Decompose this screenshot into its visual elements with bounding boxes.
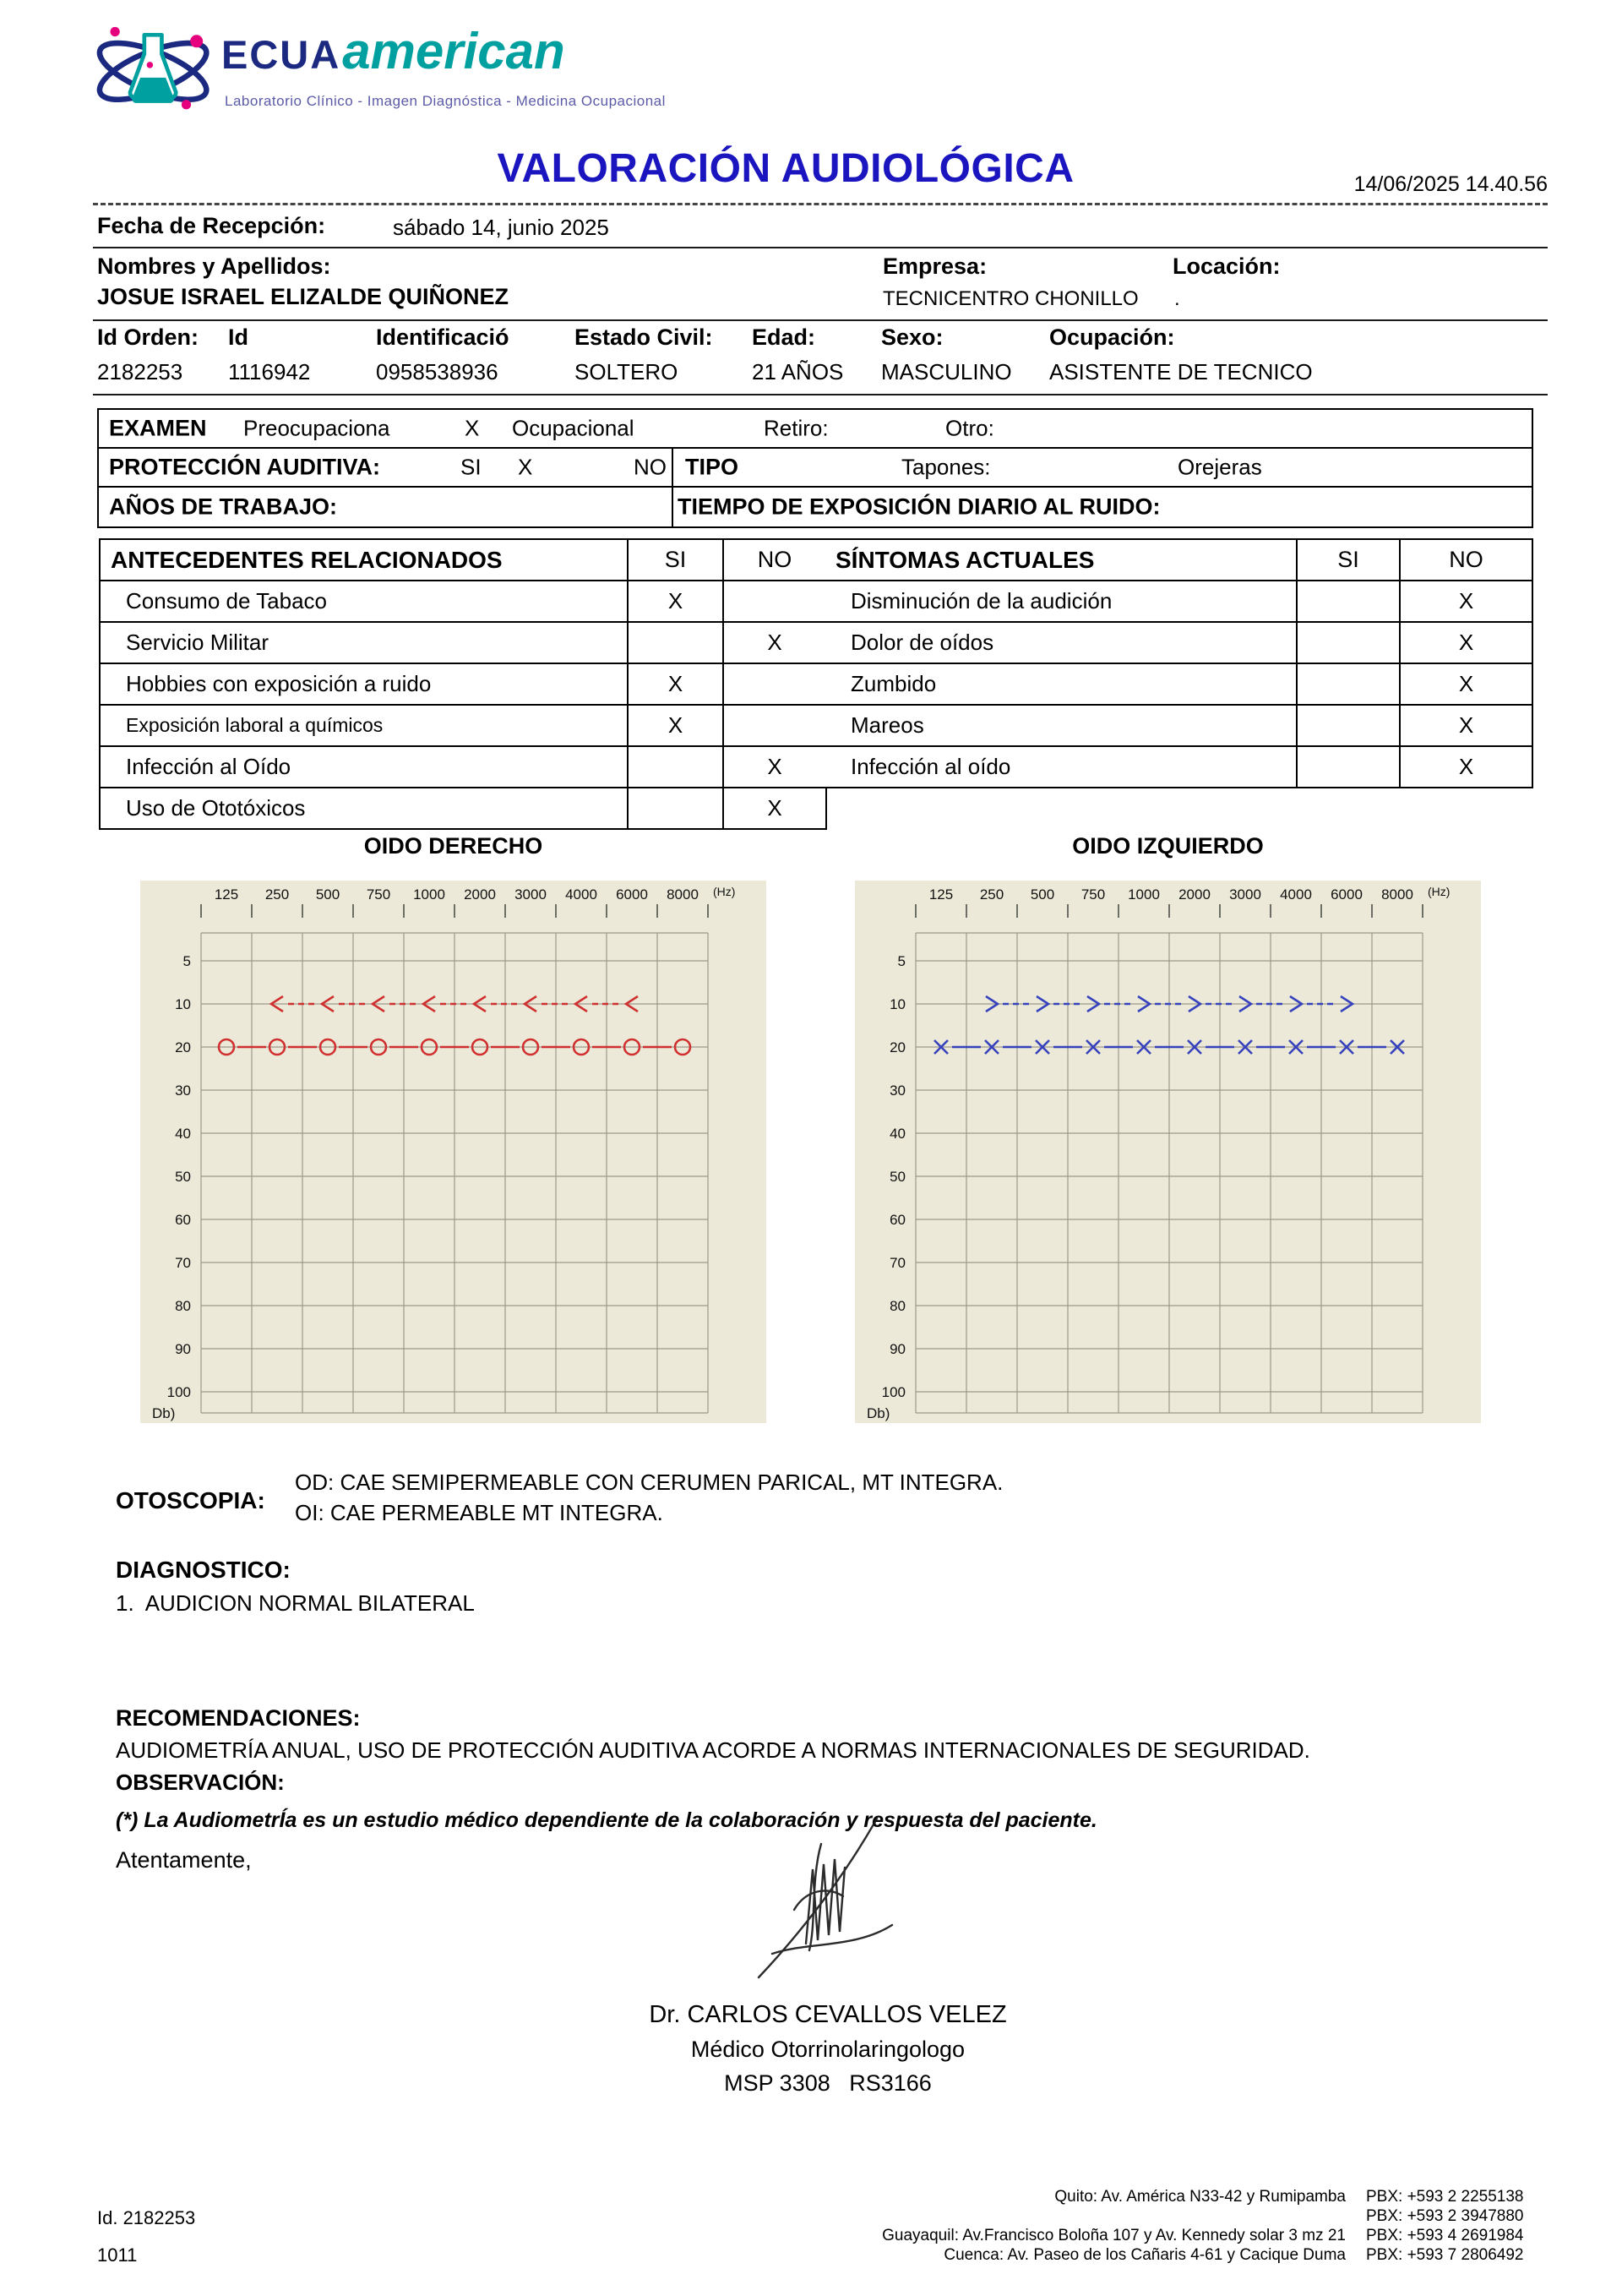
field-label: Edad: bbox=[752, 324, 816, 350]
preocupacional-mark: X bbox=[465, 415, 480, 441]
field-label: Id Orden: bbox=[97, 324, 199, 350]
no-column-header: NO bbox=[724, 540, 827, 581]
footer-pbx-0: PBX: +593 2 2255138 bbox=[1366, 2188, 1524, 2206]
patient-name: JOSUE ISRAEL ELIZALDE QUIÑONEZ bbox=[97, 284, 509, 309]
svg-text:250: 250 bbox=[979, 886, 1004, 903]
tiempo-exposicion-cell bbox=[673, 488, 1532, 526]
proteccion-si-mark: X bbox=[518, 454, 533, 480]
svg-text:50: 50 bbox=[175, 1169, 191, 1185]
si-mark-3 bbox=[1298, 706, 1401, 747]
field-label: Estado Civil: bbox=[574, 324, 713, 350]
exam-section bbox=[97, 408, 1533, 528]
sintomas-table bbox=[825, 538, 1533, 788]
si-column-header: SI bbox=[1298, 540, 1401, 581]
no-column-header: NO bbox=[1401, 540, 1533, 581]
examen-label: EXAMEN bbox=[109, 415, 207, 441]
otoscopia-od: OD: CAE SEMIPERMEABLE CON CERUMEN PARICAL, MT INTEGRA. bbox=[295, 1470, 1004, 1495]
doctor-name: Dr. CARLOS CEVALLOS VELEZ bbox=[649, 2001, 1007, 2028]
patient-field-1 bbox=[228, 324, 310, 385]
si-mark-4 bbox=[1298, 747, 1401, 788]
svg-text:5: 5 bbox=[897, 953, 906, 969]
logo-subtitle: Laboratorio Clínico - Imagen Diagnóstica - Medicina Ocupacional bbox=[225, 93, 666, 109]
field-value: ASISTENTE DE TECNICO bbox=[1049, 359, 1313, 384]
exam-type-row bbox=[99, 410, 1532, 449]
svg-text:80: 80 bbox=[175, 1298, 191, 1314]
svg-text:2000: 2000 bbox=[464, 886, 496, 903]
diagnostico-label: DIAGNOSTICO: bbox=[116, 1557, 291, 1583]
document-title: VALORACIÓN AUDIOLÓGICA bbox=[497, 146, 1075, 191]
proteccion-label: PROTECCIÓN AUDITIVA: bbox=[109, 454, 380, 480]
row-label-2: Zumbido bbox=[825, 664, 1298, 706]
retiro-option: Retiro: bbox=[764, 415, 829, 441]
svg-text:5: 5 bbox=[182, 953, 191, 969]
field-value: SOLTERO bbox=[574, 359, 678, 384]
row-label-5: Uso de Ototóxicos bbox=[101, 788, 629, 830]
svg-text:80: 80 bbox=[890, 1298, 906, 1314]
footer-address-1 bbox=[591, 2206, 1346, 2226]
observacion-label: OBSERVACIÓN: bbox=[116, 1770, 285, 1795]
doctor-title: Médico Otorrinolaringologo bbox=[690, 2037, 966, 2062]
row-label-0: Disminución de la audición bbox=[825, 581, 1298, 623]
doctor-registration: MSP 3308 RS3166 bbox=[724, 2070, 932, 2096]
audiometry-disclaimer-note: (*) La AudiometrÍa es un estudio médico dependiente de la colaboración y respuesta del paciente. bbox=[116, 1808, 1097, 1832]
footer-pbx-2: PBX: +593 4 2691984 bbox=[1366, 2227, 1524, 2244]
empresa-label: Empresa: bbox=[883, 254, 988, 279]
si-mark-3: X bbox=[629, 706, 724, 747]
right-ear-audiogram-svg bbox=[140, 881, 766, 1423]
field-label: Id bbox=[228, 324, 248, 350]
field-label: Sexo: bbox=[881, 324, 944, 350]
patient-field-0 bbox=[97, 324, 199, 385]
svg-text:30: 30 bbox=[175, 1083, 191, 1099]
svg-text:20: 20 bbox=[175, 1039, 191, 1055]
empresa-value: TECNICENTRO CHONILLO bbox=[883, 287, 1139, 310]
ocupacional-option: Ocupacional bbox=[512, 415, 634, 441]
row-label-3: Mareos bbox=[825, 706, 1298, 747]
svg-text:90: 90 bbox=[175, 1341, 191, 1357]
divider bbox=[93, 247, 1548, 248]
svg-text:500: 500 bbox=[1030, 886, 1055, 903]
no-mark-3 bbox=[724, 706, 827, 747]
field-value: MASCULINO bbox=[881, 359, 1012, 384]
right-ear-chart-title: OIDO DERECHO bbox=[363, 833, 543, 859]
otro-option: Otro: bbox=[945, 415, 994, 441]
recomendaciones-text: AUDIOMETRÍA ANUAL, USO DE PROTECCIÓN AUDITIVA ACORDE A NORMAS INTERNACIONALES DE SEGURIDAD. bbox=[116, 1737, 1310, 1763]
row-label-4: Infección al Oído bbox=[101, 747, 629, 788]
field-value: 2182253 bbox=[97, 359, 183, 384]
table-header: ANTECEDENTES RELACIONADOS bbox=[101, 540, 629, 581]
svg-text:6000: 6000 bbox=[616, 886, 648, 903]
no-mark-0 bbox=[724, 581, 827, 623]
dashed-divider bbox=[93, 203, 1548, 205]
no-mark-4: X bbox=[724, 747, 827, 788]
patient-field-5 bbox=[881, 324, 1012, 385]
si-mark-4 bbox=[629, 747, 724, 788]
si-mark-0: X bbox=[629, 581, 724, 623]
svg-text:70: 70 bbox=[175, 1255, 191, 1271]
tipo-label: TIPO bbox=[685, 454, 739, 480]
preocupacional-option: Preocupaciona bbox=[243, 415, 390, 441]
footer-address-2: Guayaquil: Av.Francisco Boloña 107 y Av. Kennedy solar 3 mz 21 bbox=[882, 2227, 1346, 2244]
field-value: 0958538936 bbox=[376, 359, 498, 384]
proteccion-cell bbox=[99, 449, 673, 486]
svg-text:1000: 1000 bbox=[1128, 886, 1160, 903]
closing-salutation: Atentamente, bbox=[116, 1847, 252, 1873]
logo bbox=[221, 22, 565, 80]
locacion-value: . bbox=[1174, 287, 1180, 310]
svg-text:Db): Db) bbox=[867, 1405, 890, 1421]
svg-text:40: 40 bbox=[890, 1126, 906, 1142]
svg-text:40: 40 bbox=[175, 1126, 191, 1142]
table-header: SÍNTOMAS ACTUALES bbox=[825, 540, 1298, 581]
patient-field-3 bbox=[574, 324, 713, 385]
row-label-1: Dolor de oídos bbox=[825, 623, 1298, 664]
logo-text-ecua: ECUA bbox=[221, 32, 341, 77]
no-mark-0: X bbox=[1401, 581, 1533, 623]
svg-text:Db): Db) bbox=[152, 1405, 176, 1421]
svg-text:70: 70 bbox=[890, 1255, 906, 1271]
svg-text:30: 30 bbox=[890, 1083, 906, 1099]
si-column-header: SI bbox=[629, 540, 724, 581]
recomendaciones-label: RECOMENDACIONES: bbox=[116, 1705, 361, 1731]
doctor-signature bbox=[743, 1808, 938, 1994]
field-label: Identificació bbox=[376, 324, 509, 350]
svg-text:3000: 3000 bbox=[514, 886, 547, 903]
svg-text:50: 50 bbox=[890, 1169, 906, 1185]
svg-text:125: 125 bbox=[928, 886, 954, 903]
tiempo-exposicion-label: TIEMPO DE EXPOSICIÓN DIARIO AL RUIDO: bbox=[678, 494, 1161, 520]
logo-text-american: american bbox=[342, 23, 565, 79]
si-mark-0 bbox=[1298, 581, 1401, 623]
proteccion-no: NO bbox=[634, 454, 667, 480]
footer-pbx-3: PBX: +593 7 2806492 bbox=[1366, 2246, 1524, 2264]
no-mark-1: X bbox=[724, 623, 827, 664]
row-label-2: Hobbies con exposición a ruido bbox=[101, 664, 629, 706]
svg-text:500: 500 bbox=[315, 886, 340, 903]
svg-text:125: 125 bbox=[214, 886, 239, 903]
reception-date-label: Fecha de Recepción: bbox=[97, 213, 326, 238]
si-mark-2 bbox=[1298, 664, 1401, 706]
svg-text:750: 750 bbox=[1080, 886, 1106, 903]
patient-field-4 bbox=[752, 324, 843, 385]
svg-text:10: 10 bbox=[890, 996, 906, 1012]
footer-order-id: Id. 2182253 bbox=[97, 2207, 196, 2228]
orejeras-label: Orejeras bbox=[1178, 454, 1262, 480]
svg-text:4000: 4000 bbox=[565, 886, 597, 903]
tipo-cell bbox=[673, 449, 1532, 486]
row-label-1: Servicio Militar bbox=[101, 623, 629, 664]
svg-text:2000: 2000 bbox=[1178, 886, 1211, 903]
field-label: Ocupación: bbox=[1049, 324, 1175, 350]
anos-trabajo-label: AÑOS DE TRABAJO: bbox=[109, 494, 338, 520]
field-value: 1116942 bbox=[228, 359, 311, 384]
antecedentes-table bbox=[99, 538, 827, 830]
row-label-4: Infección al oído bbox=[825, 747, 1298, 788]
row-label-3: Exposición laboral a químicos bbox=[101, 706, 629, 747]
footer-address-3: Cuenca: Av. Paseo de los Cañaris 4-61 y Cacique Duma bbox=[944, 2246, 1346, 2264]
no-mark-2 bbox=[724, 664, 827, 706]
doctor-block bbox=[541, 2001, 1115, 2097]
svg-text:8000: 8000 bbox=[1381, 886, 1413, 903]
svg-text:1000: 1000 bbox=[413, 886, 445, 903]
footer-code: 1011 bbox=[97, 2244, 138, 2266]
anos-trabajo-cell bbox=[99, 488, 673, 526]
locacion-label: Locación: bbox=[1173, 254, 1281, 279]
footer-pbx-1: PBX: +593 2 3947880 bbox=[1366, 2207, 1524, 2225]
tapones-label: Tapones: bbox=[901, 454, 991, 480]
si-mark-5 bbox=[629, 788, 724, 830]
field-value: 21 AÑOS bbox=[752, 359, 844, 384]
left-ear-audiogram bbox=[855, 881, 1481, 1423]
svg-text:60: 60 bbox=[175, 1212, 191, 1228]
svg-text:(Hz): (Hz) bbox=[713, 885, 736, 898]
svg-text:10: 10 bbox=[175, 996, 191, 1012]
divider bbox=[93, 319, 1548, 321]
patient-field-6 bbox=[1049, 324, 1313, 385]
svg-text:20: 20 bbox=[890, 1039, 906, 1055]
svg-text:750: 750 bbox=[366, 886, 391, 903]
svg-text:4000: 4000 bbox=[1280, 886, 1312, 903]
otoscopia-oi: OI: CAE PERMEABLE MT INTEGRA. bbox=[295, 1500, 663, 1525]
svg-text:90: 90 bbox=[890, 1341, 906, 1357]
footer-addresses bbox=[591, 2187, 1550, 2265]
work-exposure-row bbox=[99, 488, 1532, 526]
svg-text:8000: 8000 bbox=[667, 886, 699, 903]
svg-text:100: 100 bbox=[881, 1384, 906, 1400]
no-mark-4: X bbox=[1401, 747, 1533, 788]
left-ear-chart-title: OIDO IZQUIERDO bbox=[1072, 833, 1264, 859]
no-mark-5: X bbox=[724, 788, 827, 830]
names-label: Nombres y Apellidos: bbox=[97, 254, 331, 279]
row-label-0: Consumo de Tabaco bbox=[101, 581, 629, 623]
proteccion-si: SI bbox=[460, 454, 482, 480]
patient-fields-row bbox=[97, 324, 1550, 392]
logo-atom-flask-icon bbox=[91, 12, 218, 128]
svg-text:6000: 6000 bbox=[1331, 886, 1363, 903]
no-mark-2: X bbox=[1401, 664, 1533, 706]
si-mark-1 bbox=[1298, 623, 1401, 664]
si-mark-2: X bbox=[629, 664, 724, 706]
si-mark-1 bbox=[629, 623, 724, 664]
no-mark-3: X bbox=[1401, 706, 1533, 747]
right-ear-audiogram bbox=[140, 881, 766, 1423]
svg-text:60: 60 bbox=[890, 1212, 906, 1228]
reception-date-value: sábado 14, junio 2025 bbox=[393, 215, 609, 240]
svg-text:250: 250 bbox=[264, 886, 290, 903]
left-ear-audiogram-svg bbox=[855, 881, 1481, 1423]
svg-text:(Hz): (Hz) bbox=[1428, 885, 1451, 898]
otoscopia-findings bbox=[295, 1467, 1003, 1528]
divider bbox=[93, 394, 1548, 395]
footer-address-0: Quito: Av. América N33-42 y Rumipamba bbox=[1054, 2188, 1346, 2206]
otoscopia-label: OTOSCOPIA: bbox=[116, 1487, 265, 1513]
svg-text:3000: 3000 bbox=[1229, 886, 1261, 903]
print-timestamp: 14/06/2025 14.40.56 bbox=[1353, 172, 1548, 196]
diagnostico-item: 1. AUDICION NORMAL BILATERAL bbox=[116, 1590, 475, 1616]
no-mark-1: X bbox=[1401, 623, 1533, 664]
svg-text:100: 100 bbox=[166, 1384, 191, 1400]
patient-field-2 bbox=[376, 324, 509, 385]
hearing-protection-row bbox=[99, 449, 1532, 488]
